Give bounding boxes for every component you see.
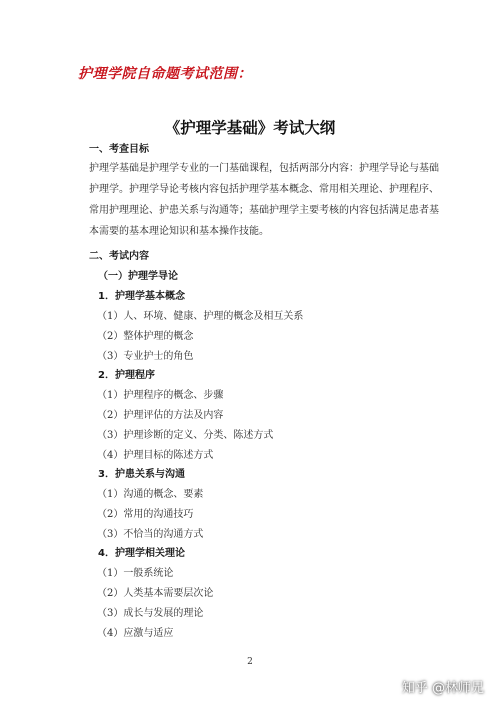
topic-heading: 2．护理程序 bbox=[98, 370, 155, 381]
list-item: （2）常用的沟通技巧 bbox=[97, 509, 194, 520]
topic-heading: 4．护理学相关理论 bbox=[98, 548, 185, 559]
page-number: 2 bbox=[247, 657, 253, 667]
list-item: （1）沟通的概念、要素 bbox=[97, 489, 204, 500]
topic-heading: 3．护患关系与沟通 bbox=[98, 469, 185, 480]
topic-heading: 1．护理学基本概念 bbox=[98, 291, 185, 302]
list-item: （2）护理评估的方法及内容 bbox=[97, 410, 224, 421]
header-note: 护理学院自命题考试范围： bbox=[78, 66, 252, 82]
list-item: （4）护理目标的陈述方式 bbox=[97, 450, 214, 461]
list-item: （1）护理程序的概念、步骤 bbox=[97, 390, 224, 401]
list-item: （2）人类基本需要层次论 bbox=[97, 588, 214, 599]
watermark: 知乎 @林师兄 bbox=[401, 681, 484, 696]
section-heading-content: 二、考试内容 bbox=[89, 251, 149, 262]
list-item: （3）护理诊断的定义、分类、陈述方式 bbox=[97, 430, 274, 441]
objectives-paragraph: 护理学基础是护理学专业的一门基础课程，包括两部分内容：护理学导论与基础护理学。护理学导论考核内容包括护理学基本概念、常用相关理论、护理程序、常用护理理论、护患关系与沟通等；基础护理学主要考核的内容包括满足患者基本需要的基本理论知识和基本操作技能。 bbox=[89, 163, 439, 237]
list-item: （1）一般系统论 bbox=[97, 568, 174, 579]
document-title: 《护理学基础》考试大纲 bbox=[164, 119, 336, 137]
list-item: （3）成长与发展的理论 bbox=[97, 608, 204, 619]
list-item: （4）应激与适应 bbox=[97, 628, 174, 639]
list-item: （3）专业护士的角色 bbox=[97, 351, 194, 362]
list-item: （1）人、环境、健康、护理的概念及相互关系 bbox=[97, 311, 304, 322]
subsection-heading: （一）护理学导论 bbox=[98, 271, 178, 282]
list-item: （3）不恰当的沟通方式 bbox=[97, 529, 204, 540]
section-heading-objectives: 一、考查目标 bbox=[89, 144, 149, 155]
list-item: （2）整体护理的概念 bbox=[97, 331, 194, 342]
